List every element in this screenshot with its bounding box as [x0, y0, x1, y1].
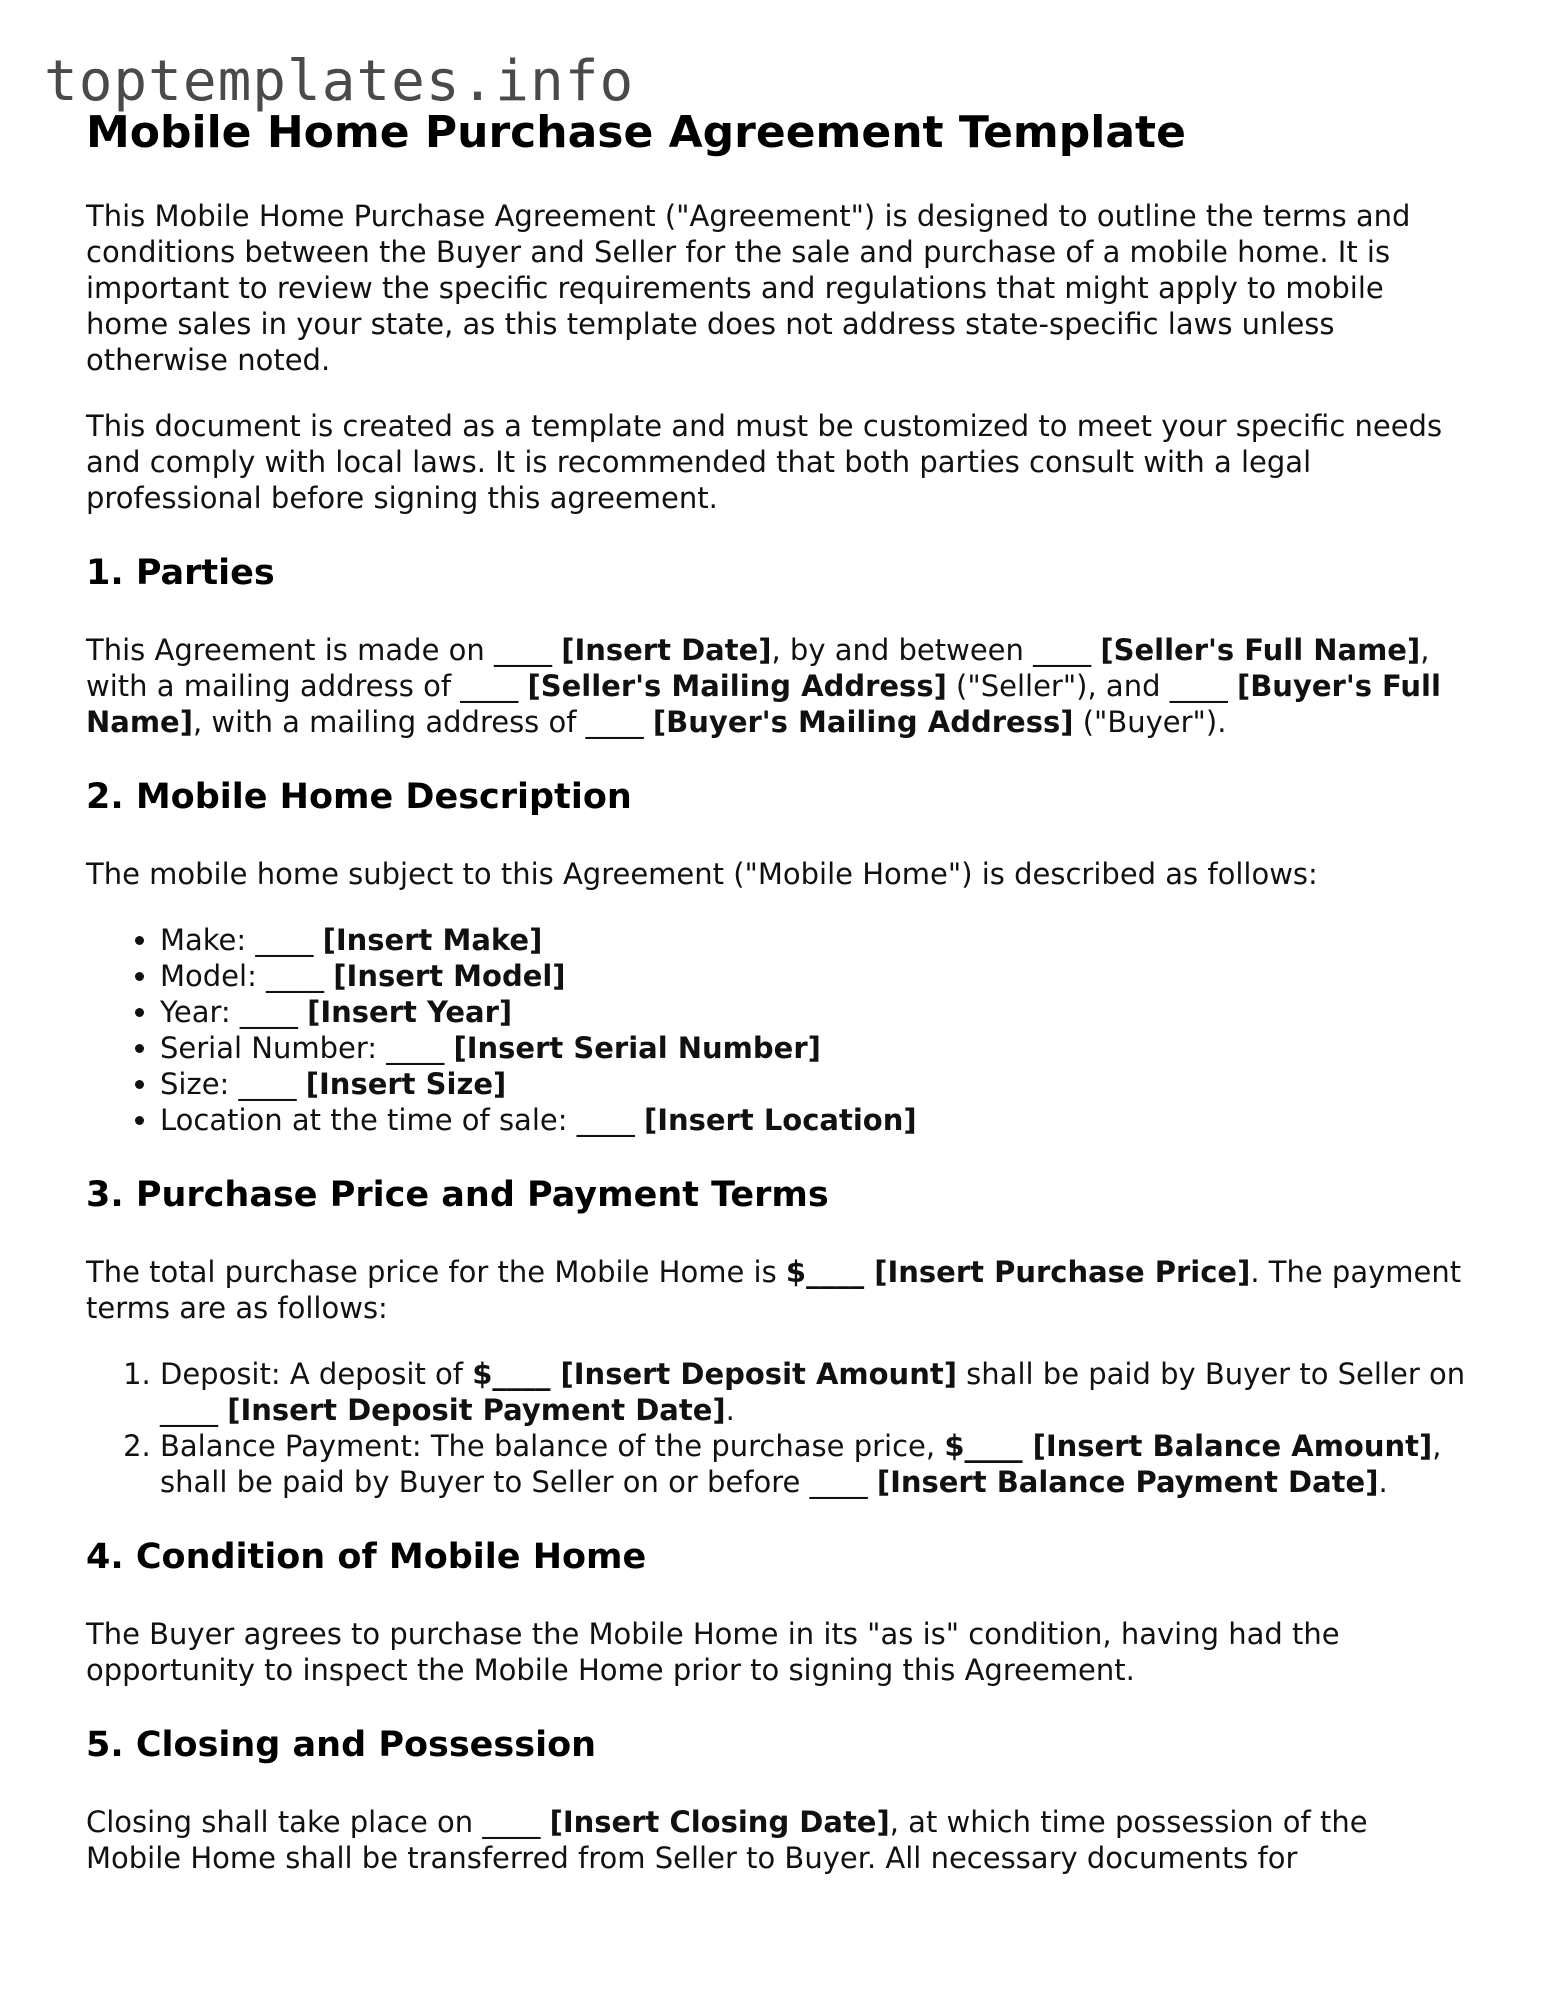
list-item-value: [Insert Model] — [333, 959, 566, 993]
placeholder-seller-name: [Seller's Full Name] — [1100, 633, 1421, 667]
balance-text-3: . — [1378, 1465, 1388, 1499]
description-lead: The mobile home subject to this Agreement ("Mobile Home") is described as follows: — [86, 857, 1318, 891]
price-text-2: . The payment terms are as follows: — [86, 1255, 1462, 1325]
placeholder-deposit-date: [Insert Deposit Payment Date] — [227, 1393, 726, 1427]
parties-text-4: ("Seller"), and ____ — [946, 669, 1237, 703]
closing-paragraph — [86, 1804, 1466, 1876]
payment-term-deposit — [160, 1356, 1466, 1428]
list-item — [160, 958, 1466, 994]
price-text-1: The total purchase price for the Mobile Home is — [86, 1255, 786, 1289]
list-item-label: Serial Number: ____ — [160, 1031, 454, 1065]
closing-text-2: , at which time possession of the Mobile Home shall be transferred from Seller to Buyer. All necessary documents for — [86, 1805, 1368, 1875]
condition-paragraph: The Buyer agrees to purchase the Mobile Home in its "as is" condition, having had the opportunity to inspect the Mobile Home prior to signing this Agreement. — [86, 1617, 1340, 1687]
list-item — [160, 994, 1466, 1030]
placeholder-balance-amount: $____ [Insert Balance Amount] — [944, 1429, 1433, 1463]
price-paragraph — [86, 1254, 1466, 1326]
document-title: Mobile Home Purchase Agreement Template — [86, 107, 1186, 158]
list-item — [160, 1102, 1466, 1138]
list-item-label: Model: ____ — [160, 959, 334, 993]
document-body — [86, 104, 1466, 1876]
list-item-value: [Insert Size] — [305, 1067, 507, 1101]
list-item — [160, 1030, 1466, 1066]
parties-paragraph — [86, 632, 1466, 740]
payment-term-balance — [160, 1428, 1466, 1500]
section-heading-closing: 5. Closing and Possession — [86, 1725, 597, 1765]
placeholder-insert-date: [Insert Date] — [561, 633, 772, 667]
section-heading-condition: 4. Condition of Mobile Home — [86, 1537, 647, 1577]
balance-text-2: , shall be paid by Buyer to Seller on or before ____ — [160, 1429, 1442, 1499]
placeholder-buyer-address: [Buyer's Mailing Address] — [652, 705, 1074, 739]
list-item — [160, 922, 1466, 958]
description-list — [86, 922, 1466, 1138]
parties-text-6: ("Buyer"). — [1073, 705, 1227, 739]
placeholder-buyer-name: [Buyer's Full Name] — [86, 669, 1441, 739]
list-item-label: Make: ____ — [160, 923, 323, 957]
placeholder-purchase-price: $____ [Insert Purchase Price] — [785, 1255, 1251, 1289]
list-item-value: [Insert Serial Number] — [453, 1031, 821, 1065]
list-item — [160, 1066, 1466, 1102]
parties-text-5: , with a mailing address of ____ — [192, 705, 653, 739]
list-item-label: Location at the time of sale: ____ — [160, 1103, 644, 1137]
list-item-value: [Insert Make] — [322, 923, 543, 957]
watermark: toptemplates.info — [44, 49, 635, 114]
section-heading-description: 2. Mobile Home Description — [86, 777, 632, 817]
intro-paragraph-2: This document is created as a template and must be customized to meet your specific needs and comply with local laws. It is recommended that both parties consult with a legal professional before signing this agreement. — [86, 409, 1443, 515]
balance-text-1: Balance Payment: The balance of the purchase price, — [160, 1429, 945, 1463]
list-item-value: [Insert Year] — [307, 995, 513, 1029]
payment-terms-list — [86, 1356, 1466, 1500]
intro-paragraph-1: This Mobile Home Purchase Agreement ("Agreement") is designed to outline the terms and conditions between the Buyer and Seller for the sale and purchase of a mobile home. It is important to review the specific requirements and regulations that might apply to mobile home sales in your state, as this template does not address state-specific laws unless otherwise noted. — [86, 199, 1411, 377]
deposit-text-1: Deposit: A deposit of — [160, 1357, 473, 1391]
parties-text-1: This Agreement is made on ____ — [86, 633, 562, 667]
placeholder-balance-date: [Insert Balance Payment Date] — [876, 1465, 1379, 1499]
placeholder-deposit-amount: $____ [Insert Deposit Amount] — [472, 1357, 957, 1391]
placeholder-closing-date: [Insert Closing Date] — [549, 1805, 890, 1839]
list-item-label: Size: ____ — [160, 1067, 306, 1101]
parties-text-2: , by and between ____ — [771, 633, 1101, 667]
list-item-label: Year: ____ — [160, 995, 308, 1029]
section-heading-parties: 1. Parties — [86, 553, 275, 593]
deposit-text-3: . — [725, 1393, 735, 1427]
closing-text-1: Closing shall take place on ____ — [86, 1805, 550, 1839]
parties-text-3: , with a mailing address of ____ — [86, 633, 1430, 703]
section-heading-price: 3. Purchase Price and Payment Terms — [86, 1175, 829, 1215]
placeholder-seller-address: [Seller's Mailing Address] — [527, 669, 947, 703]
list-item-value: [Insert Location] — [643, 1103, 917, 1137]
deposit-text-2: shall be paid by Buyer to Seller on ____ — [160, 1357, 1466, 1427]
